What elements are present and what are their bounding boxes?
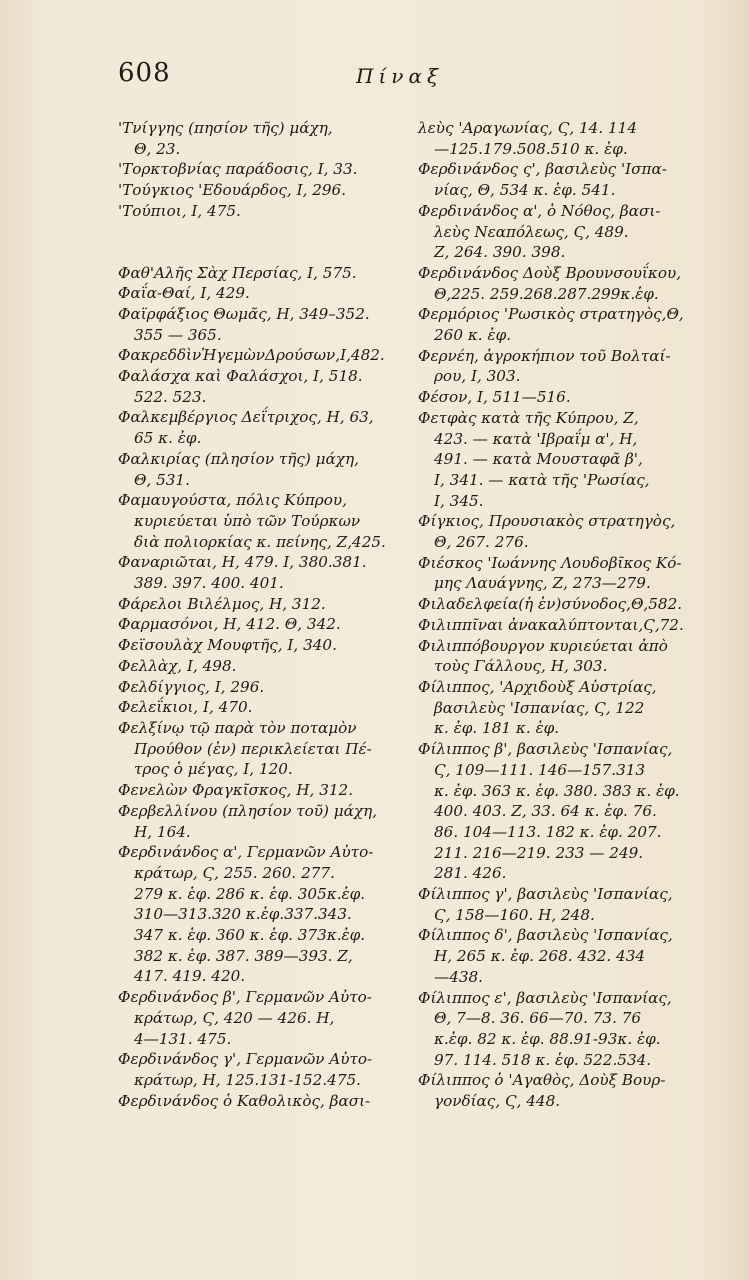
index-entry: Φαθ'Αλῆς Σὰχ Περσίας, Ι, 575.: [118, 263, 357, 282]
index-entry: Φερδινάνδος γ', Γερμανῶν Αὐτο- κράτωρ, Η, 125.131-152.475.: [118, 1050, 373, 1089]
index-entry: 'Τορκτοβνίας παράδοσις, Ι, 33.: [118, 160, 358, 179]
index-entry: Φαλκεμβέργιος Δεΐτριχος, Η, 63, 65 κ. ἑφ.: [118, 408, 374, 448]
index-entry: Φίλιππος, 'Αρχιδοὺξ Αὐστρίας, βασιλεὺς 'Ισπανίας, Ϛ, 122 κ. ἑφ. 181 κ. ἑφ.: [418, 677, 657, 738]
index-entry: Φίγκιος, Προυσιακὸς στρατηγὸς, Θ, 267. 276.: [418, 512, 676, 552]
index-entry: Φέσον, Ι, 511—516.: [418, 388, 571, 407]
index-entry: 'Τούγκιος 'Εδουάρδος, Ι, 296.: [118, 181, 347, 200]
index-entry: Φερδινάνδος β', Γερμανῶν Αὐτο- κράτωρ, Ϛ, 420 — 426. Η, 4—131. 475.: [118, 988, 372, 1048]
index-entry: Φελεΐκιοι, Ι, 470.: [118, 698, 253, 717]
index-entry: Φαΐα-Θαί, Ι, 429.: [118, 284, 250, 303]
index-entry: Φελλὰχ, Ι, 498.: [118, 656, 237, 675]
index-entry: Φελδίγγιος, Ι, 296.: [118, 677, 265, 696]
index-entry: λεὺς 'Αραγωνίας, Ϛ, 14. 114 —125.179.508.510 κ. ἑφ.: [418, 119, 637, 158]
index-entry: Φερνέη, ἀγροκήπιον τοῦ Βολταί- ρου, Ι, 303.: [418, 346, 671, 386]
index-entry: Φαρμασόνοι, Η, 412. Θ, 342.: [118, 615, 341, 634]
index-entry: Φαναριῶται, Η, 479. Ι, 380.381. 389. 397. 400. 401.: [118, 553, 367, 593]
index-entry: Φιέσκος 'Ιωάννης Λουδοβῖκος Κό- μης Λαυάγνης, Ζ, 273—279.: [418, 553, 682, 593]
index-entry: Φίλιππος ε', βασιλεὺς 'Ισπανίας, Θ, 7—8. 36. 66—70. 73. 76 κ.ἑφ. 82 κ. ἑφ. 88.91-93κ. ἑφ. 97. 114. 518 κ. ἑφ. 522.534.: [418, 988, 672, 1069]
index-entry: Φίλιππος γ', βασιλεὺς 'Ισπανίας, Ϛ, 158—160. Η, 248.: [418, 885, 673, 924]
index-entry: Φαλκιρίας (πλησίον τῆς) μάχη, Θ, 531.: [118, 449, 359, 489]
index-entry: Φίλιππος δ', βασιλεὺς 'Ισπανίας, Η, 265 κ. ἑφ. 268. 432. 434 —438.: [418, 926, 673, 986]
index-entry: Φαμαυγούστα, πόλις Κύπρου, κυριεύεται ὑπὸ τῶν Τούρκων διὰ πολιορκίας κ. πείνης, Ζ,425.: [118, 491, 386, 551]
running-head: Πίναξ: [356, 64, 443, 88]
index-entry: Φενελὼν Φραγκῖσκος, Η, 312.: [118, 781, 354, 800]
index-column-right: [418, 118, 693, 1112]
index-entry: 'Τνίγγης (πησίον τῆς) μάχη, Θ, 23.: [118, 119, 333, 158]
index-entry: Φερδινάνδος α', ὁ Νόθος, βασι- λεὺς Νεαπόλεως, Ϛ, 489. Ζ, 264. 390. 398.: [418, 201, 661, 262]
index-entry: Φερμόριος 'Ρωσικὸς στρατηγὸς,Θ, 260 κ. ἑφ.: [418, 305, 684, 345]
index-entry: Φερδινάνδος α', Γερμανῶν Αὐτο- κράτωρ, Ϛ, 255. 260. 277. 279 κ. ἑφ. 286 κ. ἑφ. 305κ.ἑφ. 310—313.320 κ.ἑφ.337.343. 347 κ. ἑφ. 360 κ. ἑφ. 373κ.ἑφ. 382 κ. ἑφ. 387. 389—393. Ζ, 417. 419. 420.: [118, 843, 374, 986]
index-entry: Φερδινάνδος ὁ Καθολικὸς, βασι-: [118, 1091, 371, 1110]
index-entry: Φίλιππος ὁ 'Αγαθὸς, Δοὺξ Βουρ- γονδίας, Ϛ, 448.: [418, 1071, 666, 1111]
index-entry: Φετφὰς κατὰ τῆς Κύπρου, Ζ, 423. — κατὰ 'Ιβραΐμ α', Η, 491. — κατὰ Μουσταφᾶ β', Ι, 341. — κατὰ τῆς 'Ρωσίας, Ι, 345.: [418, 408, 650, 510]
index-entry: Φάρελοι Βιλέλμος, Η, 312.: [118, 594, 326, 613]
index-entry: Φαλάσχα καὶ Φαλάσχοι, Ι, 518. 522. 523.: [118, 367, 363, 406]
index-entry: Φερβελλίνου (πλησίον τοῦ) μάχη, Η, 164.: [118, 801, 378, 841]
index-entry: ΦακρεδδὶνἩγεμὼνΔρούσων,Ι,482.: [118, 346, 385, 365]
index-entry: Φεϊσουλὰχ Μουφτῆς, Ι, 340.: [118, 636, 337, 655]
index-entry: 'Τούπιοι, Ι, 475.: [118, 201, 241, 220]
index-entry: Φαϊρφάξιος Θωμᾶς, Η, 349–352. 355 — 365.: [118, 304, 370, 344]
index-entry: Φίλιππος β', βασιλεὺς 'Ισπανίας, Ϛ, 109—111. 146—157.313 κ. ἑφ. 363 κ. ἑφ. 380. 383 κ. ἑφ. 400. 403. Ζ, 33. 64 κ. ἑφ. 76. 86. 104—113. 182 κ. ἑφ. 207. 211. 216—219. 233 — 249. 281. 426.: [418, 740, 680, 883]
index-entry: Φιλαδελφεία(ἡ ἐν)σύνοδος,Θ,582.: [418, 595, 683, 614]
index-entry: Φελξίνῳ τῷ παρὰ τὸν ποταμὸν Προύθον (ἐν) περικλείεται Πέ- τρος ὁ μέγας, Ι, 120.: [118, 718, 372, 779]
index-column-left: [118, 118, 408, 1111]
index-entry: Φερδινάνδος Δοὺξ Βρουνσουΐκου, Θ,225. 259.268.287.299κ.ἑφ.: [418, 263, 682, 303]
page-number: 608: [118, 58, 171, 88]
index-entry: Φιλιππῖναι ἀνακαλύπτονται,Ϛ,72.: [418, 615, 684, 634]
index-entry: Φιλιππόβουργον κυριεύεται ἀπὸ τοὺς Γάλλους, Η, 303.: [418, 636, 668, 676]
index-entry: Φερδινάνδος ς', βασιλεὺς 'Ισπα- νίας, Θ, 534 κ. ἑφ. 541.: [418, 160, 667, 200]
